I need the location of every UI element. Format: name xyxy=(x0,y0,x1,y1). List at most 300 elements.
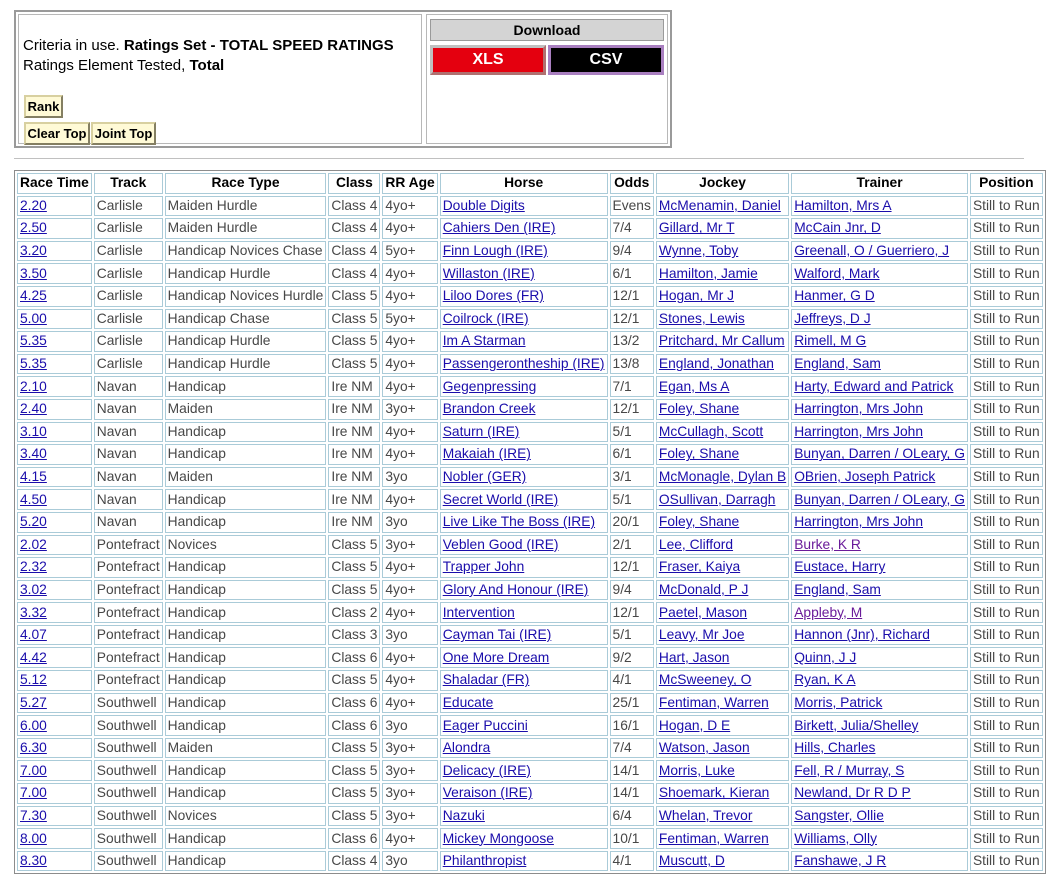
jockey-link[interactable]: OSullivan, Darragh xyxy=(658,491,776,507)
table-row xyxy=(17,309,1043,330)
criteria-line xyxy=(23,37,394,54)
jockey-link[interactable]: Morris, Luke xyxy=(658,762,735,778)
horse-link[interactable]: Eager Puccini xyxy=(442,717,528,733)
age-cell: 5yo+ xyxy=(382,241,437,262)
track-cell: Navan xyxy=(94,399,163,420)
track-cell: Pontefract xyxy=(94,670,163,691)
trainer-link[interactable]: Harrington, Mrs John xyxy=(794,514,924,530)
time-cell[interactable] xyxy=(17,218,92,239)
trainer-link[interactable]: Greenall, O / Guerriero, J xyxy=(794,243,950,259)
jockey-cell[interactable] xyxy=(656,602,789,623)
horse-link[interactable]: Double Digits xyxy=(442,197,525,213)
trainer-link[interactable]: Burke, K R xyxy=(794,536,861,552)
race-time-link[interactable]: 2.02 xyxy=(20,536,47,552)
time-cell[interactable] xyxy=(17,602,92,623)
trainer-cell[interactable] xyxy=(791,241,968,262)
trainer-link[interactable]: Bunyan, Darren / OLeary, G xyxy=(794,446,965,462)
horse-cell[interactable] xyxy=(440,557,608,578)
trainer-cell[interactable] xyxy=(791,196,968,217)
jockey-link[interactable]: Foley, Shane xyxy=(658,446,740,462)
jockey-cell[interactable] xyxy=(656,760,789,781)
table-row xyxy=(17,806,1043,827)
age-cell: 4yo+ xyxy=(382,489,437,510)
class-cell: Class 5 xyxy=(328,286,380,307)
horse-link[interactable]: Makaiah (IRE) xyxy=(442,446,531,462)
position-cell: Still to Run xyxy=(970,760,1043,781)
horse-cell[interactable] xyxy=(440,399,608,420)
horse-link[interactable]: Nobler (GER) xyxy=(442,469,527,485)
time-cell[interactable] xyxy=(17,263,92,284)
race-time-link[interactable]: 4.50 xyxy=(20,491,47,507)
race-time-link[interactable]: 4.15 xyxy=(20,469,47,485)
horse-cell[interactable] xyxy=(440,670,608,691)
type-cell: Handicap Chase xyxy=(165,309,327,330)
horse-link[interactable]: Delicacy (IRE) xyxy=(442,762,531,778)
race-time-link[interactable]: 2.32 xyxy=(20,559,47,575)
race-time-link[interactable]: 8.00 xyxy=(20,830,47,846)
jockey-link[interactable]: Muscutt, D xyxy=(658,853,725,869)
jockey-link[interactable]: McSweeney, O xyxy=(658,672,752,688)
jockey-link[interactable]: McDonald, P J xyxy=(658,581,749,597)
race-time-link[interactable]: 5.00 xyxy=(20,310,47,326)
trainer-link[interactable]: Hills, Charles xyxy=(794,740,876,756)
horse-link[interactable]: Mickey Mongoose xyxy=(442,830,554,846)
track-cell: Southwell xyxy=(94,851,163,872)
horse-link[interactable]: Nazuki xyxy=(442,807,485,823)
time-cell[interactable] xyxy=(17,625,92,646)
trainer-link[interactable]: Quinn, J J xyxy=(794,649,857,665)
jockey-cell[interactable] xyxy=(656,580,789,601)
table-header-row xyxy=(17,173,1043,194)
time-cell[interactable] xyxy=(17,738,92,759)
horse-cell[interactable] xyxy=(440,263,608,284)
trainer-cell[interactable] xyxy=(791,783,968,804)
time-cell[interactable] xyxy=(17,783,92,804)
jockey-cell[interactable] xyxy=(656,557,789,578)
age-cell: 3yo+ xyxy=(382,738,437,759)
type-cell: Maiden Hurdle xyxy=(165,218,327,239)
trainer-cell[interactable] xyxy=(791,354,968,375)
horse-cell[interactable] xyxy=(440,422,608,443)
trainer-cell[interactable] xyxy=(791,444,968,465)
horse-cell[interactable] xyxy=(440,738,608,759)
trainer-cell[interactable] xyxy=(791,806,968,827)
jockey-cell[interactable] xyxy=(656,693,789,714)
race-time-link[interactable]: 5.20 xyxy=(20,514,47,530)
race-time-link[interactable]: 5.35 xyxy=(20,333,47,349)
race-time-link[interactable]: 7.00 xyxy=(20,785,47,801)
race-time-link[interactable]: 3.02 xyxy=(20,581,47,597)
jockey-link[interactable]: McMonagle, Dylan B xyxy=(658,469,787,485)
age-cell: 4yo+ xyxy=(382,196,437,217)
jockey-link[interactable]: Hogan, Mr J xyxy=(658,288,735,304)
time-cell[interactable] xyxy=(17,444,92,465)
class-cell: Class 5 xyxy=(328,738,380,759)
column-header: Position xyxy=(970,173,1043,194)
jockey-cell[interactable] xyxy=(656,263,789,284)
position-cell: Still to Run xyxy=(970,693,1043,714)
trainer-cell[interactable] xyxy=(791,535,968,556)
age-cell: 4yo+ xyxy=(382,670,437,691)
race-time-link[interactable]: 5.35 xyxy=(20,356,47,372)
trainer-link[interactable]: Walford, Mark xyxy=(794,265,880,281)
jockey-cell[interactable] xyxy=(656,354,789,375)
ratings-set-value: Ratings Set - TOTAL SPEED RATINGS xyxy=(123,37,394,54)
trainer-cell[interactable] xyxy=(791,218,968,239)
trainer-cell[interactable] xyxy=(791,489,968,510)
horse-link[interactable]: Intervention xyxy=(442,604,515,620)
horse-cell[interactable] xyxy=(440,535,608,556)
jockey-link[interactable]: McMenamin, Daniel xyxy=(658,197,781,213)
jockey-link[interactable]: Stones, Lewis xyxy=(658,310,745,326)
race-time-link[interactable]: 5.12 xyxy=(20,672,47,688)
horse-cell[interactable] xyxy=(440,218,608,239)
trainer-link[interactable]: OBrien, Joseph Patrick xyxy=(794,469,936,485)
jockey-cell[interactable] xyxy=(656,647,789,668)
horse-cell[interactable] xyxy=(440,760,608,781)
jockey-cell[interactable] xyxy=(656,422,789,443)
jockey-cell[interactable] xyxy=(656,738,789,759)
horse-link[interactable]: Coilrock (IRE) xyxy=(442,310,529,326)
time-cell[interactable] xyxy=(17,422,92,443)
race-time-link[interactable]: 4.25 xyxy=(20,288,47,304)
horse-link[interactable]: One More Dream xyxy=(442,649,550,665)
trainer-link[interactable]: Appleby, M xyxy=(794,604,863,620)
trainer-link[interactable]: Rimell, M G xyxy=(794,333,867,349)
horse-cell[interactable] xyxy=(440,489,608,510)
race-time-link[interactable]: 2.50 xyxy=(20,220,47,236)
horse-link[interactable]: Educate xyxy=(442,694,494,710)
time-cell[interactable] xyxy=(17,467,92,488)
age-cell: 3yo+ xyxy=(382,806,437,827)
race-time-link[interactable]: 2.10 xyxy=(20,378,47,394)
time-cell[interactable] xyxy=(17,399,92,420)
horse-link[interactable]: Liloo Dores (FR) xyxy=(442,288,544,304)
horse-link[interactable]: Secret World (IRE) xyxy=(442,491,559,507)
trainer-link[interactable]: Morris, Patrick xyxy=(794,694,883,710)
age-cell: 3yo+ xyxy=(382,535,437,556)
horse-cell[interactable] xyxy=(440,625,608,646)
ratings-element-line xyxy=(23,57,224,74)
trainer-link[interactable]: Fell, R / Murray, S xyxy=(794,762,905,778)
jockey-cell[interactable] xyxy=(656,399,789,420)
time-cell[interactable] xyxy=(17,512,92,533)
trainer-link[interactable]: Hanmer, G D xyxy=(794,288,875,304)
horse-cell[interactable] xyxy=(440,693,608,714)
jockey-link[interactable]: Fentiman, Warren xyxy=(658,694,769,710)
time-cell[interactable] xyxy=(17,331,92,352)
race-time-link[interactable]: 6.00 xyxy=(20,717,47,733)
jockey-link[interactable]: Hart, Jason xyxy=(658,649,730,665)
trainer-link[interactable]: Eustace, Harry xyxy=(794,559,886,575)
trainer-cell[interactable] xyxy=(791,286,968,307)
jockey-link[interactable]: Leavy, Mr Joe xyxy=(658,627,745,643)
trainer-cell[interactable] xyxy=(791,467,968,488)
horse-cell[interactable] xyxy=(440,196,608,217)
column-header: Track xyxy=(94,173,163,194)
trainer-cell[interactable] xyxy=(791,693,968,714)
trainer-cell[interactable] xyxy=(791,422,968,443)
horse-link[interactable]: Brandon Creek xyxy=(442,401,536,417)
race-time-link[interactable]: 3.20 xyxy=(20,243,47,259)
horse-cell[interactable] xyxy=(440,309,608,330)
position-cell: Still to Run xyxy=(970,286,1043,307)
time-cell[interactable] xyxy=(17,828,92,849)
odds-cell: 9/4 xyxy=(610,241,654,262)
horse-cell[interactable] xyxy=(440,512,608,533)
jockey-cell[interactable] xyxy=(656,196,789,217)
race-time-link[interactable]: 7.00 xyxy=(20,762,47,778)
jockey-cell[interactable] xyxy=(656,241,789,262)
jockey-cell[interactable] xyxy=(656,535,789,556)
type-cell: Handicap xyxy=(165,444,327,465)
jockey-link[interactable]: Pritchard, Mr Callum xyxy=(658,333,785,349)
time-cell[interactable] xyxy=(17,647,92,668)
rank-button[interactable]: Rank xyxy=(24,95,63,118)
jockey-cell[interactable] xyxy=(656,625,789,646)
trainer-link[interactable]: McCain Jnr, D xyxy=(794,220,881,236)
trainer-link[interactable]: Harrington, Mrs John xyxy=(794,423,924,439)
horse-link[interactable]: Live Like The Boss (IRE) xyxy=(442,514,596,530)
track-cell: Pontefract xyxy=(94,602,163,623)
horse-link[interactable]: Glory And Honour (IRE) xyxy=(442,581,589,597)
horse-cell[interactable] xyxy=(440,354,608,375)
trainer-link[interactable]: Hannon (Jnr), Richard xyxy=(794,627,930,643)
horse-link[interactable]: Veblen Good (IRE) xyxy=(442,536,559,552)
horse-cell[interactable] xyxy=(440,467,608,488)
trainer-cell[interactable] xyxy=(791,760,968,781)
trainer-link[interactable]: Harrington, Mrs John xyxy=(794,401,924,417)
jockey-link[interactable]: Hogan, D E xyxy=(658,717,731,733)
horse-cell[interactable] xyxy=(440,783,608,804)
horse-link[interactable]: Finn Lough (IRE) xyxy=(442,243,548,259)
jockey-cell[interactable] xyxy=(656,309,789,330)
trainer-cell[interactable] xyxy=(791,263,968,284)
time-cell[interactable] xyxy=(17,309,92,330)
age-cell: 3yo+ xyxy=(382,760,437,781)
age-cell: 3yo xyxy=(382,512,437,533)
horse-link[interactable]: Cahiers Den (IRE) xyxy=(442,220,556,236)
horse-cell[interactable] xyxy=(440,647,608,668)
time-cell[interactable] xyxy=(17,851,92,872)
trainer-cell[interactable] xyxy=(791,399,968,420)
age-cell: 4yo+ xyxy=(382,828,437,849)
clear-top-button[interactable]: Clear Top xyxy=(24,122,90,145)
time-cell[interactable] xyxy=(17,196,92,217)
jockey-cell[interactable] xyxy=(656,828,789,849)
trainer-link[interactable]: Jeffreys, D J xyxy=(794,310,871,326)
jockey-link[interactable]: Whelan, Trevor xyxy=(658,807,753,823)
jockey-link[interactable]: Lee, Clifford xyxy=(658,536,734,552)
time-cell[interactable] xyxy=(17,557,92,578)
trainer-cell[interactable] xyxy=(791,376,968,397)
horse-cell[interactable] xyxy=(440,580,608,601)
race-time-link[interactable]: 7.30 xyxy=(20,807,47,823)
jockey-link[interactable]: Shoemark, Kieran xyxy=(658,785,770,801)
trainer-link[interactable]: Fanshawe, J R xyxy=(794,853,887,869)
jockey-cell[interactable] xyxy=(656,806,789,827)
horse-cell[interactable] xyxy=(440,286,608,307)
table-row xyxy=(17,557,1043,578)
jockey-cell[interactable] xyxy=(656,715,789,736)
trainer-link[interactable]: Sangster, Ollie xyxy=(794,807,884,823)
xls-download-button[interactable]: XLS xyxy=(430,45,546,75)
joint-top-button[interactable]: Joint Top xyxy=(91,122,156,145)
race-time-link[interactable]: 4.07 xyxy=(20,627,47,643)
trainer-cell[interactable] xyxy=(791,512,968,533)
jockey-link[interactable]: Paetel, Mason xyxy=(658,604,748,620)
trainer-link[interactable]: Bunyan, Darren / OLeary, G xyxy=(794,491,965,507)
trainer-cell[interactable] xyxy=(791,715,968,736)
odds-cell: 4/1 xyxy=(610,670,654,691)
jockey-cell[interactable] xyxy=(656,218,789,239)
jockey-link[interactable]: Foley, Shane xyxy=(658,514,740,530)
trainer-cell[interactable] xyxy=(791,828,968,849)
race-time-link[interactable]: 6.30 xyxy=(20,740,47,756)
age-cell: 4yo+ xyxy=(382,602,437,623)
time-cell[interactable] xyxy=(17,760,92,781)
trainer-cell[interactable] xyxy=(791,309,968,330)
horse-link[interactable]: Shaladar (FR) xyxy=(442,672,530,688)
jockey-link[interactable]: Foley, Shane xyxy=(658,401,740,417)
trainer-link[interactable]: England, Sam xyxy=(794,356,881,372)
jockey-link[interactable]: Wynne, Toby xyxy=(658,243,739,259)
horse-cell[interactable] xyxy=(440,331,608,352)
time-cell[interactable] xyxy=(17,670,92,691)
jockey-cell[interactable] xyxy=(656,783,789,804)
type-cell: Handicap xyxy=(165,828,327,849)
jockey-link[interactable]: Egan, Ms A xyxy=(658,378,730,394)
time-cell[interactable] xyxy=(17,376,92,397)
jockey-cell[interactable] xyxy=(656,444,789,465)
age-cell: 4yo+ xyxy=(382,693,437,714)
jockey-cell[interactable] xyxy=(656,851,789,872)
horse-link[interactable]: Passengerontheship (IRE) xyxy=(442,356,605,372)
horse-cell[interactable] xyxy=(440,715,608,736)
race-time-link[interactable]: 4.42 xyxy=(20,649,47,665)
jockey-link[interactable]: Gillard, Mr T xyxy=(658,220,735,236)
jockey-link[interactable]: McCullagh, Scott xyxy=(658,423,764,439)
type-cell: Handicap xyxy=(165,512,327,533)
position-cell: Still to Run xyxy=(970,263,1043,284)
trainer-cell[interactable] xyxy=(791,738,968,759)
jockey-cell[interactable] xyxy=(656,331,789,352)
age-cell: 3yo+ xyxy=(382,783,437,804)
trainer-cell[interactable] xyxy=(791,647,968,668)
trainer-cell[interactable] xyxy=(791,625,968,646)
jockey-cell[interactable] xyxy=(656,376,789,397)
time-cell[interactable] xyxy=(17,286,92,307)
odds-cell: Evens xyxy=(610,196,654,217)
time-cell[interactable] xyxy=(17,715,92,736)
jockey-link[interactable]: Fentiman, Warren xyxy=(658,830,769,846)
race-time-link[interactable]: 3.50 xyxy=(20,265,47,281)
trainer-link[interactable]: Harty, Edward and Patrick xyxy=(794,378,954,394)
position-cell: Still to Run xyxy=(970,467,1043,488)
track-cell: Southwell xyxy=(94,693,163,714)
time-cell[interactable] xyxy=(17,580,92,601)
jockey-cell[interactable] xyxy=(656,670,789,691)
horse-cell[interactable] xyxy=(440,828,608,849)
race-time-link[interactable]: 8.30 xyxy=(20,853,47,869)
trainer-cell[interactable] xyxy=(791,580,968,601)
trainer-link[interactable]: Ryan, K A xyxy=(794,672,856,688)
trainer-cell[interactable] xyxy=(791,602,968,623)
trainer-link[interactable]: Newland, Dr R D P xyxy=(794,785,911,801)
horse-cell[interactable] xyxy=(440,602,608,623)
jockey-link[interactable]: Fraser, Kaiya xyxy=(658,559,741,575)
race-time-link[interactable]: 3.40 xyxy=(20,446,47,462)
horse-cell[interactable] xyxy=(440,241,608,262)
jockey-cell[interactable] xyxy=(656,286,789,307)
time-cell[interactable] xyxy=(17,354,92,375)
track-cell: Carlisle xyxy=(94,241,163,262)
position-cell: Still to Run xyxy=(970,331,1043,352)
horse-link[interactable]: Veraison (IRE) xyxy=(442,785,533,801)
csv-download-button[interactable]: CSV xyxy=(548,45,664,75)
trainer-link[interactable]: England, Sam xyxy=(794,581,881,597)
trainer-link[interactable]: Williams, Olly xyxy=(794,830,877,846)
trainer-cell[interactable] xyxy=(791,331,968,352)
time-cell[interactable] xyxy=(17,535,92,556)
table-body xyxy=(17,196,1043,872)
horse-cell[interactable] xyxy=(440,376,608,397)
race-time-link[interactable]: 3.10 xyxy=(20,423,47,439)
class-cell: Class 6 xyxy=(328,693,380,714)
race-time-link[interactable]: 3.32 xyxy=(20,604,47,620)
horse-cell[interactable] xyxy=(440,851,608,872)
position-cell: Still to Run xyxy=(970,309,1043,330)
time-cell[interactable] xyxy=(17,693,92,714)
trainer-cell[interactable] xyxy=(791,557,968,578)
jockey-link[interactable]: England, Jonathan xyxy=(658,356,774,372)
horse-link[interactable]: Cayman Tai (IRE) xyxy=(442,627,552,643)
jockey-cell[interactable] xyxy=(656,512,789,533)
download-panel xyxy=(426,14,668,144)
track-cell: Carlisle xyxy=(94,196,163,217)
race-time-link[interactable]: 2.20 xyxy=(20,197,47,213)
horse-link[interactable]: Im A Starman xyxy=(442,333,526,349)
horse-link[interactable]: Willaston (IRE) xyxy=(442,265,535,281)
race-time-link[interactable]: 2.40 xyxy=(20,401,47,417)
jockey-cell[interactable] xyxy=(656,467,789,488)
position-cell: Still to Run xyxy=(970,602,1043,623)
trainer-cell[interactable] xyxy=(791,670,968,691)
horse-link[interactable]: Gegenpressing xyxy=(442,378,537,394)
jockey-cell[interactable] xyxy=(656,489,789,510)
horse-link[interactable]: Trapper John xyxy=(442,559,525,575)
class-cell: Class 5 xyxy=(328,309,380,330)
horse-link[interactable]: Alondra xyxy=(442,740,491,756)
trainer-cell[interactable] xyxy=(791,851,968,872)
horse-cell[interactable] xyxy=(440,806,608,827)
time-cell[interactable] xyxy=(17,806,92,827)
age-cell: 3yo+ xyxy=(382,399,437,420)
trainer-link[interactable]: Birkett, Julia/Shelley xyxy=(794,717,919,733)
horse-link[interactable]: Philanthropist xyxy=(442,853,527,869)
time-cell[interactable] xyxy=(17,489,92,510)
table-row xyxy=(17,218,1043,239)
jockey-link[interactable]: Watson, Jason xyxy=(658,740,750,756)
trainer-link[interactable]: Hamilton, Mrs A xyxy=(794,197,892,213)
time-cell[interactable] xyxy=(17,241,92,262)
race-time-link[interactable]: 5.27 xyxy=(20,694,47,710)
horse-link[interactable]: Saturn (IRE) xyxy=(442,423,520,439)
horse-cell[interactable] xyxy=(440,444,608,465)
jockey-link[interactable]: Hamilton, Jamie xyxy=(658,265,758,281)
age-cell: 3yo xyxy=(382,467,437,488)
class-cell: Ire NM xyxy=(328,399,380,420)
